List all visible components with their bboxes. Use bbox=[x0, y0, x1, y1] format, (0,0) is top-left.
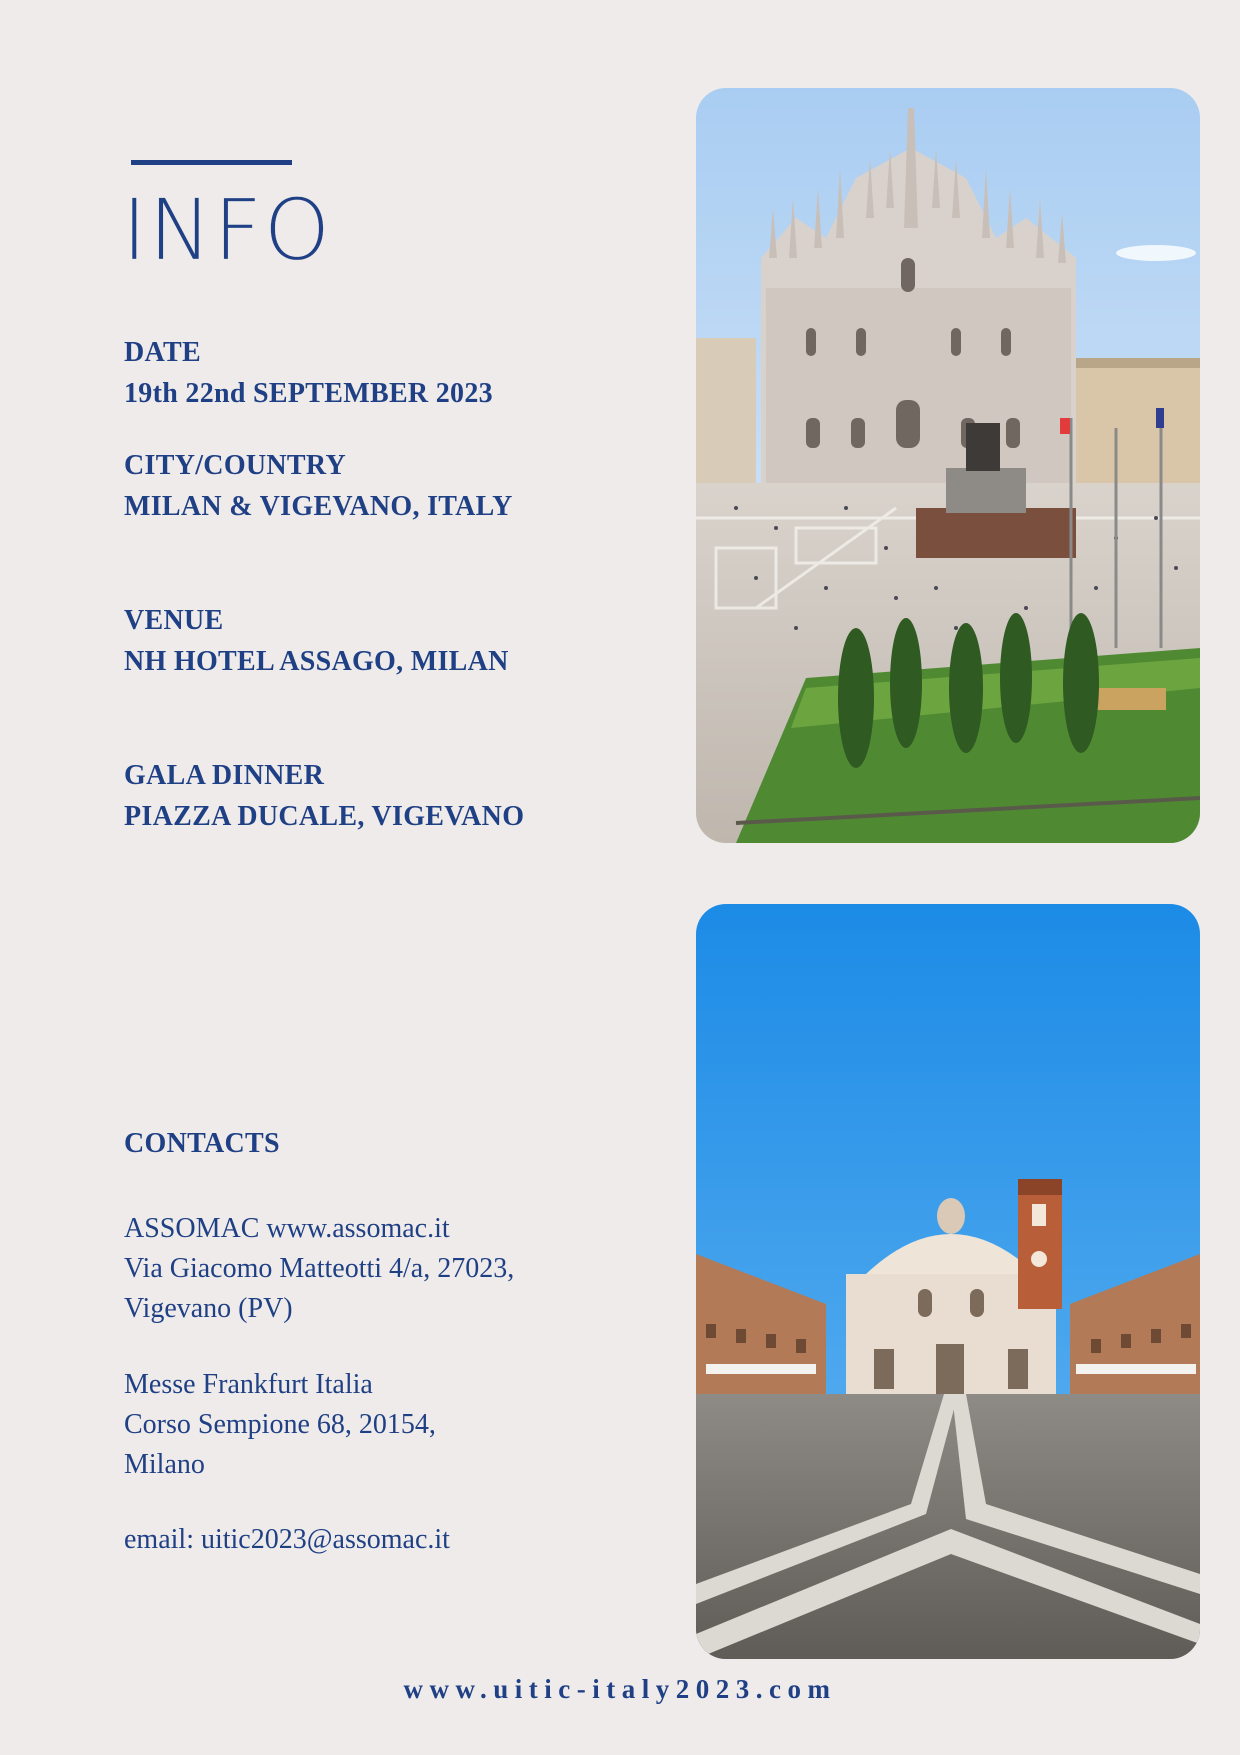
info-venue bbox=[124, 600, 664, 682]
contact-assomac-line: ASSOMAC www.assomac.it bbox=[124, 1213, 450, 1244]
info-city-country bbox=[124, 445, 664, 527]
contact-messe bbox=[124, 1365, 684, 1485]
contact-email-text: email: uitic2023@assomac.it bbox=[124, 1524, 450, 1555]
info-date-label: DATE bbox=[124, 337, 201, 368]
contact-assomac-line: Vigevano (PV) bbox=[124, 1293, 293, 1324]
contact-assomac-line: Via Giacomo Matteotti 4/a, 27023, bbox=[124, 1253, 515, 1284]
contact-email bbox=[124, 1520, 684, 1560]
info-date bbox=[124, 332, 664, 414]
info-venue-label: VENUE bbox=[124, 605, 224, 636]
info-date-value: 19th 22nd SEPTEMBER 2023 bbox=[124, 378, 493, 409]
info-gala-value: PIAZZA DUCALE, VIGEVANO bbox=[124, 801, 525, 832]
info-venue-value: NH HOTEL ASSAGO, MILAN bbox=[124, 646, 509, 677]
page-title: INFO bbox=[122, 181, 333, 279]
info-gala-label: GALA DINNER bbox=[124, 760, 325, 791]
info-city-label: CITY/COUNTRY bbox=[124, 450, 346, 481]
contacts-heading: CONTACTS bbox=[124, 1128, 280, 1159]
contact-messe-line: Messe Frankfurt Italia bbox=[124, 1369, 373, 1400]
vigevano-piazza-photo bbox=[696, 904, 1200, 1659]
info-gala-dinner bbox=[124, 755, 664, 837]
contact-assomac bbox=[124, 1209, 684, 1329]
contact-messe-line: Milano bbox=[124, 1449, 205, 1480]
footer-website-url[interactable]: www.uitic-italy2023.com bbox=[403, 1674, 837, 1704]
milan-duomo-photo bbox=[696, 88, 1200, 843]
info-city-value: MILAN & VIGEVANO, ITALY bbox=[124, 491, 513, 522]
title-accent-bar bbox=[131, 160, 292, 165]
contact-messe-line: Corso Sempione 68, 20154, bbox=[124, 1409, 436, 1440]
